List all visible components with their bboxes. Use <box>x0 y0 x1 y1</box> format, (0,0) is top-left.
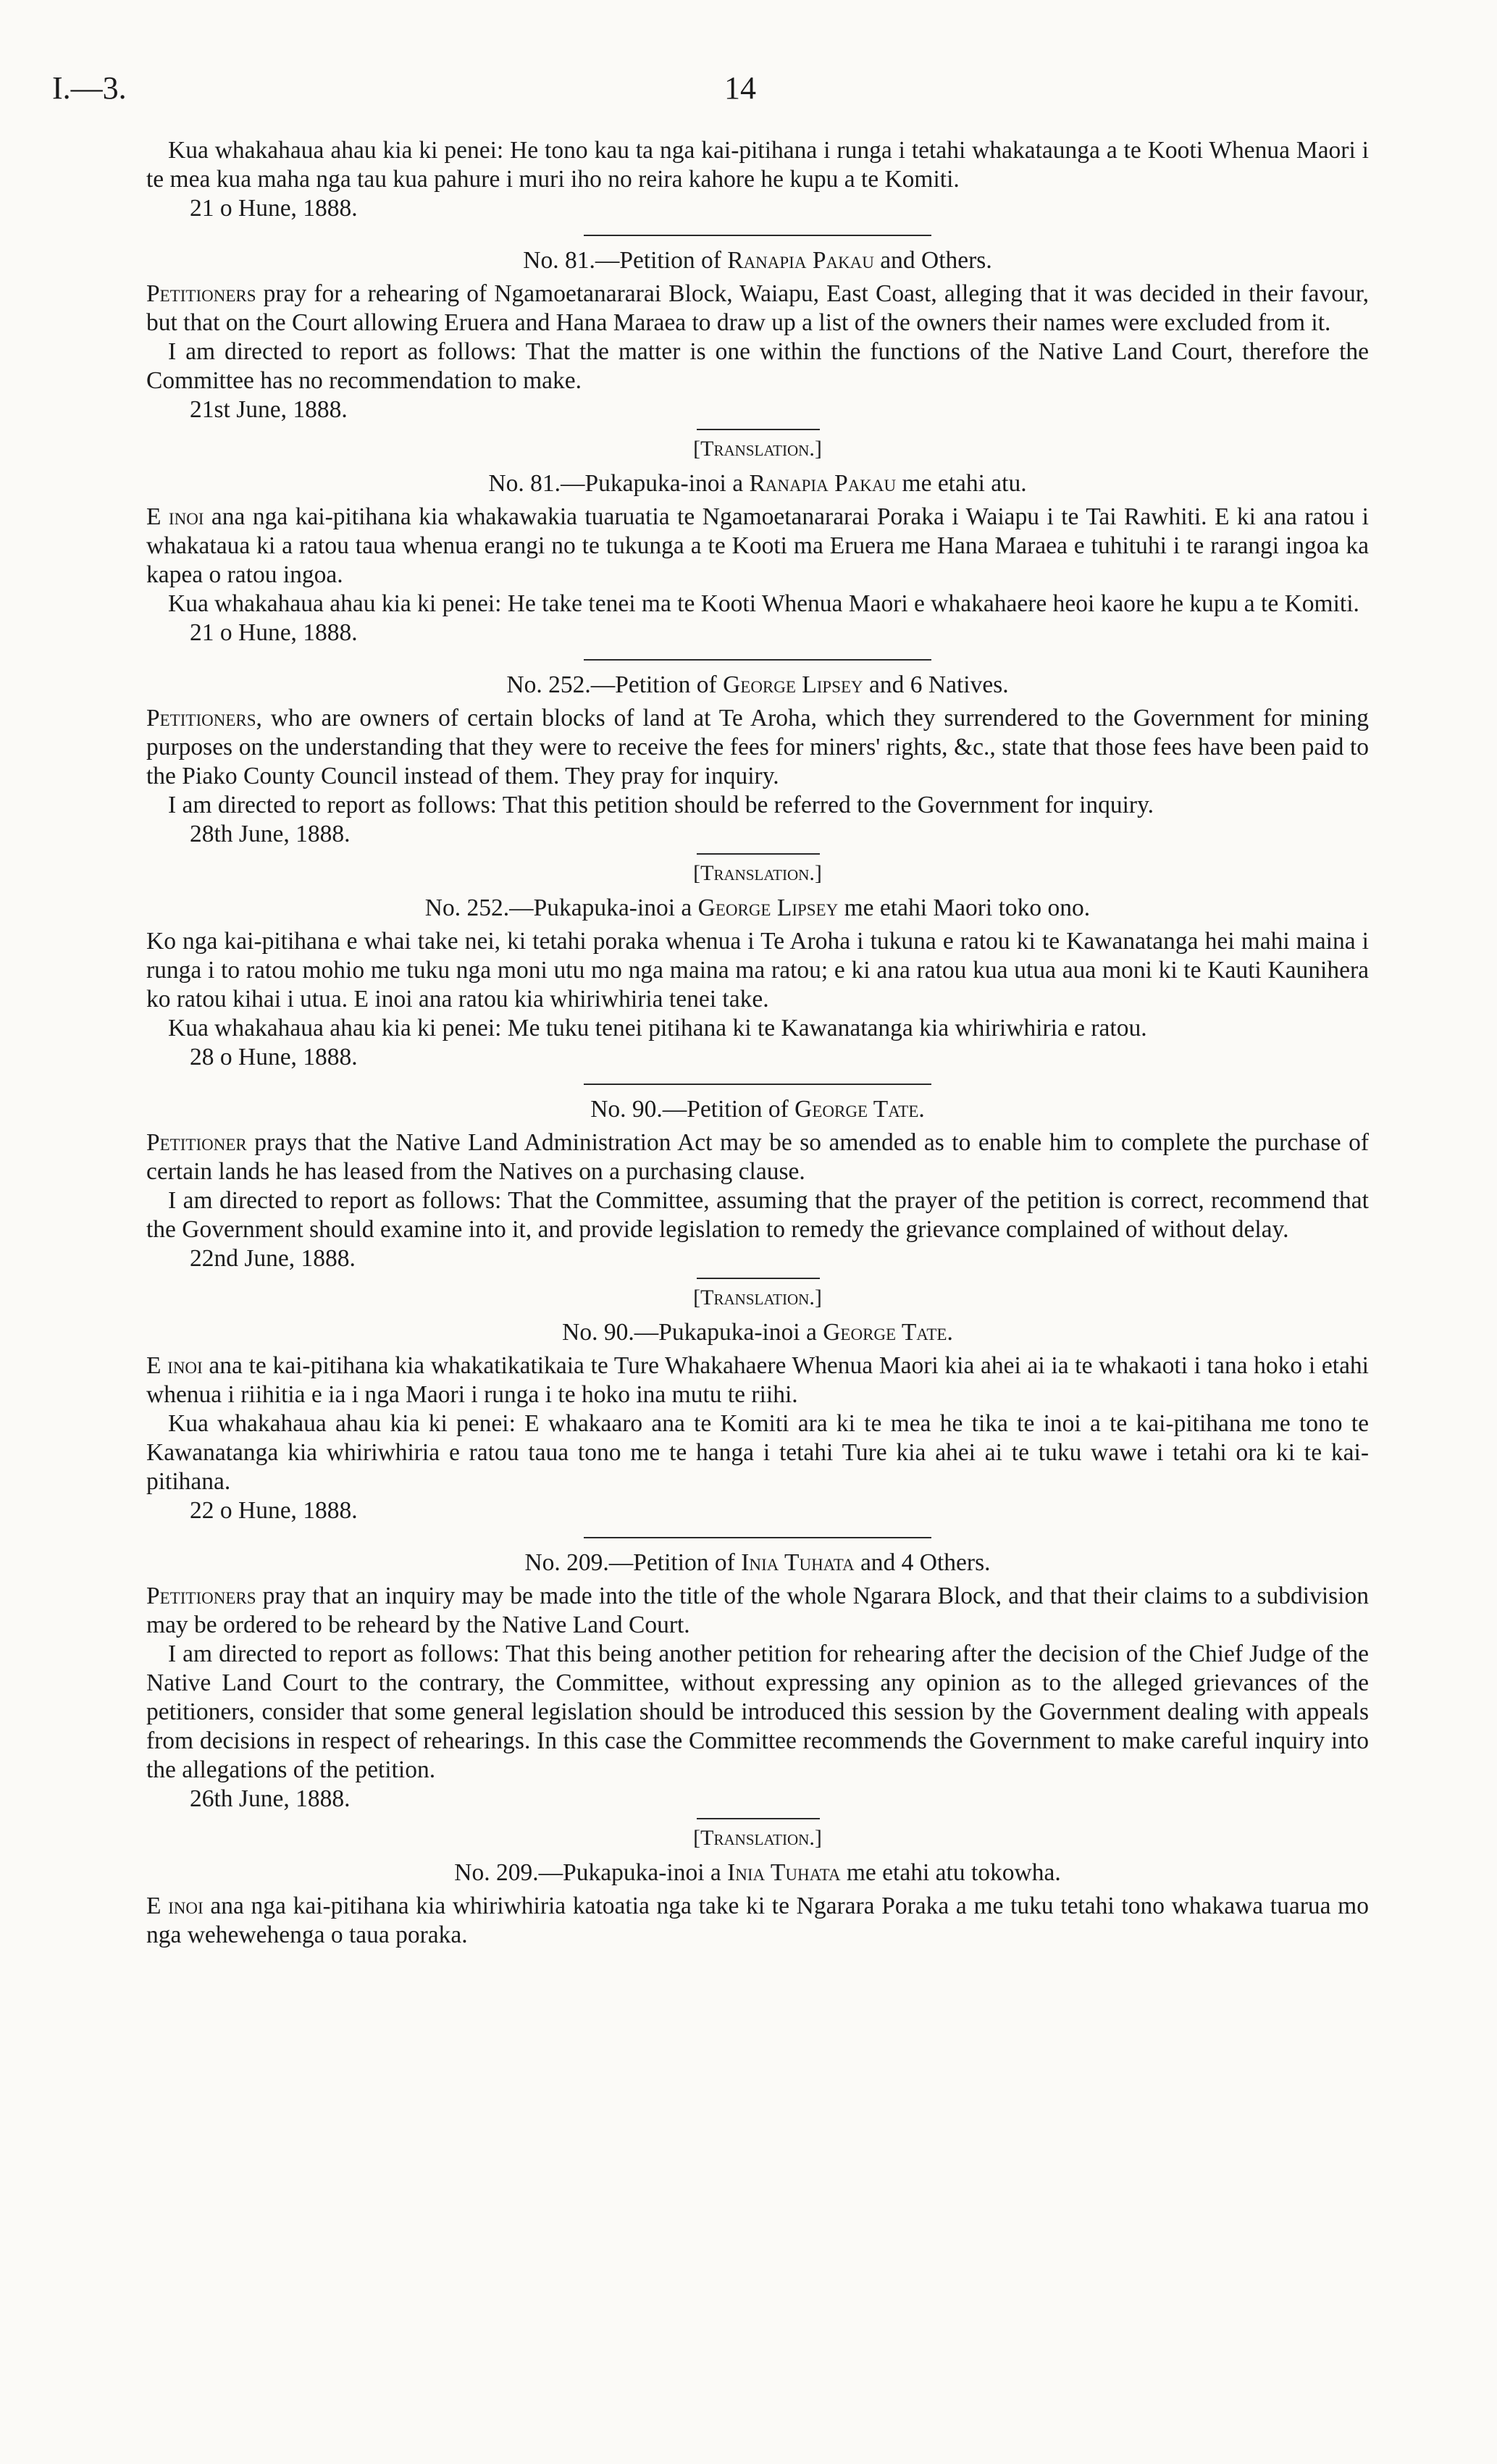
continuation-date: 21 o Hune, 1888. <box>190 195 358 222</box>
petition-body-81: Petitioners pray for a rehearing of Ngamoetanararai Block, Waiapu, East Coast, alleging that it was decided in their favour, but that on the Court allowing Eruera and Hana Maraea to draw up a list of the owners their names were excluded from it. <box>146 280 1369 336</box>
continuation-paragraph: Kua whakahaua ahau kia ki penei: He tono kau ta nga kai-pitihana i runga i tetahi whakataunga a te Kooti Whenua Maori i te mea kua maha nga tau kua pahure i muri iho no reira kahore he kupu a te Komiti. <box>146 137 1369 193</box>
petition-body-90: Petitioner prays that the Native Land Administration Act may be so amended as to enable him to complete the purchase of certain lands he has leased from the Natives on a purchasing clause. <box>146 1129 1369 1185</box>
petition-title-90: No. 90.—Petition of George Tate. <box>590 1096 925 1123</box>
series-label: I.—3. <box>52 70 127 106</box>
translation-date-81: 21 o Hune, 1888. <box>190 619 358 646</box>
translation-report-252: Kua whakahaua ahau kia ki penei: Me tuku tenei pitihana ki te Kawanatanga kia whiriwhiria e ratou. <box>168 1015 1147 1042</box>
translation-report-90: Kua whakahaua ahau kia ki penei: E whakaaro ana te Komiti ara ki te mea he tika te inoi a te kai-pitihana me tono te Kawanatanga kia whiriwhiria e ratou taua tono me te hanga i tetahi Ture kia ahei ai te tuku wawe i tetahi ora ki te kai-pitihana. <box>146 1410 1369 1495</box>
petition-report-252: I am directed to report as follows: That this petition should be referred to the Government for inquiry. <box>168 792 1154 818</box>
petition-body-252: Petitioners, who are owners of certain blocks of land at Te Aroha, which they surrendered to the Government for mining purposes on the understanding that they were to receive the fees for miners' rights, &c., state that those fees have been paid to the Piako County Council instead of them. They pray for inquiry. <box>146 705 1369 789</box>
petition-date-209: 26th June, 1888. <box>190 1785 351 1812</box>
petition-title-252: No. 252.—Petition of George Lipsey and 6 Natives. <box>506 671 1009 698</box>
translation-title-81: No. 81.—Pukapuka-inoi a Ranapia Pakau me etahi atu. <box>488 470 1027 497</box>
short-divider <box>697 853 820 855</box>
petition-body-209: Petitioners pray that an inquiry may be made into the title of the whole Ngarara Block, and that their claims to a subdivision may be ordered to be reheard by the Native Land Court. <box>146 1583 1369 1638</box>
translation-date-90: 22 o Hune, 1888. <box>190 1497 358 1524</box>
translation-label: [Translation.] <box>693 1286 822 1309</box>
page-content <box>146 136 1369 1950</box>
petition-date-252: 28th June, 1888. <box>190 821 351 847</box>
petition-report-90: I am directed to report as follows: That the Committee, assuming that the prayer of the petition is correct, recommend that the Government should examine into it, and provide legislation to remedy the grievance complained of without delay. <box>146 1187 1369 1243</box>
translation-report-81: Kua whakahaua ahau kia ki penei: He take tenei ma te Kooti Whenua Maori e whakahaere heoi kaore he kupu a te Komiti. <box>168 590 1359 617</box>
translation-body-81: E inoi ana nga kai-pitihana kia whakawakia tuaruatia te Ngamoetanararai Poraka i Waiapu i te Tai Rawhiti. E ki ana ratou i whakataua ki a ratou taua whenua erangi no te tukunga a te Kooti ma Eruera me Hana Maraea e tuhituhi i te rarangi ingoa ka kapea o ratou ingoa. <box>146 503 1369 588</box>
translation-body-209: E inoi ana nga kai-pitihana kia whiriwhiria katoatia nga take ki te Ngarara Poraka a me tuku tetahi tono whakawa tuarua mo nga wehewehenga o taua poraka. <box>146 1893 1369 1948</box>
translation-date-252: 28 o Hune, 1888. <box>190 1044 358 1070</box>
short-divider <box>697 1278 820 1279</box>
petition-report-81: I am directed to report as follows: That the matter is one within the functions of the Native Land Court, therefore the Committee has no recommendation to make. <box>146 338 1369 394</box>
translation-body-252: Ko nga kai-pitihana e whai take nei, ki tetahi poraka whenua i Te Aroha i tukuna e ratou ki te Kawanatanga hei mahi maina i runga i to ratou mohio me tuku nga moni utu mo nga maina ma ratou; e ki ana ratou kua utua aua moni ki te Kauti Kaunihera ko ratou kihai i utua. E inoi ana ratou kia whiriwhiria tenei take. <box>146 928 1369 1013</box>
translation-body-90: E inoi ana te kai-pitihana kia whakatikatikaia te Ture Whakahaere Whenua Maori kia ahei ai ia te whakaoti i tana hoko i etahi whenua i riihitia e ia i nga Maori i runga i te hoko ina mutu te riihi. <box>146 1352 1369 1408</box>
translation-title-90: No. 90.—Pukapuka-inoi a George Tate. <box>562 1319 953 1346</box>
section-divider <box>584 1084 931 1085</box>
petition-date-90: 22nd June, 1888. <box>190 1245 356 1272</box>
short-divider <box>697 429 820 430</box>
translation-title-252: No. 252.—Pukapuka-inoi a George Lipsey me etahi Maori toko ono. <box>424 894 1091 921</box>
petition-title-81: No. 81.—Petition of Ranapia Pakau and Others. <box>523 247 992 274</box>
section-divider <box>584 659 931 661</box>
short-divider <box>697 1818 820 1819</box>
section-divider <box>584 235 931 236</box>
petition-date-81: 21st June, 1888. <box>190 396 348 423</box>
petition-title-209: No. 209.—Petition of Inia Tuhata and 4 Others. <box>524 1549 991 1576</box>
petition-report-209: I am directed to report as follows: That this being another petition for rehearing after the decision of the Chief Judge of the Native Land Court to the contrary, the Committee, without expressing any opinion as to the alleged grievances of the petitioners, consider that some general legislation should be introduced this session by the Government dealing with appeals from decisions in respect of rehearings. In this case the Committee recommends the Government to make careful inquiry into the allegations of the petition. <box>146 1640 1369 1783</box>
section-divider <box>584 1537 931 1538</box>
page-number: 14 <box>724 70 756 106</box>
translation-label: [Translation.] <box>693 437 822 461</box>
translation-label: [Translation.] <box>693 1826 822 1850</box>
translation-label: [Translation.] <box>693 861 822 885</box>
translation-title-209: No. 209.—Pukapuka-inoi a Inia Tuhata me etahi atu tokowha. <box>454 1859 1061 1886</box>
